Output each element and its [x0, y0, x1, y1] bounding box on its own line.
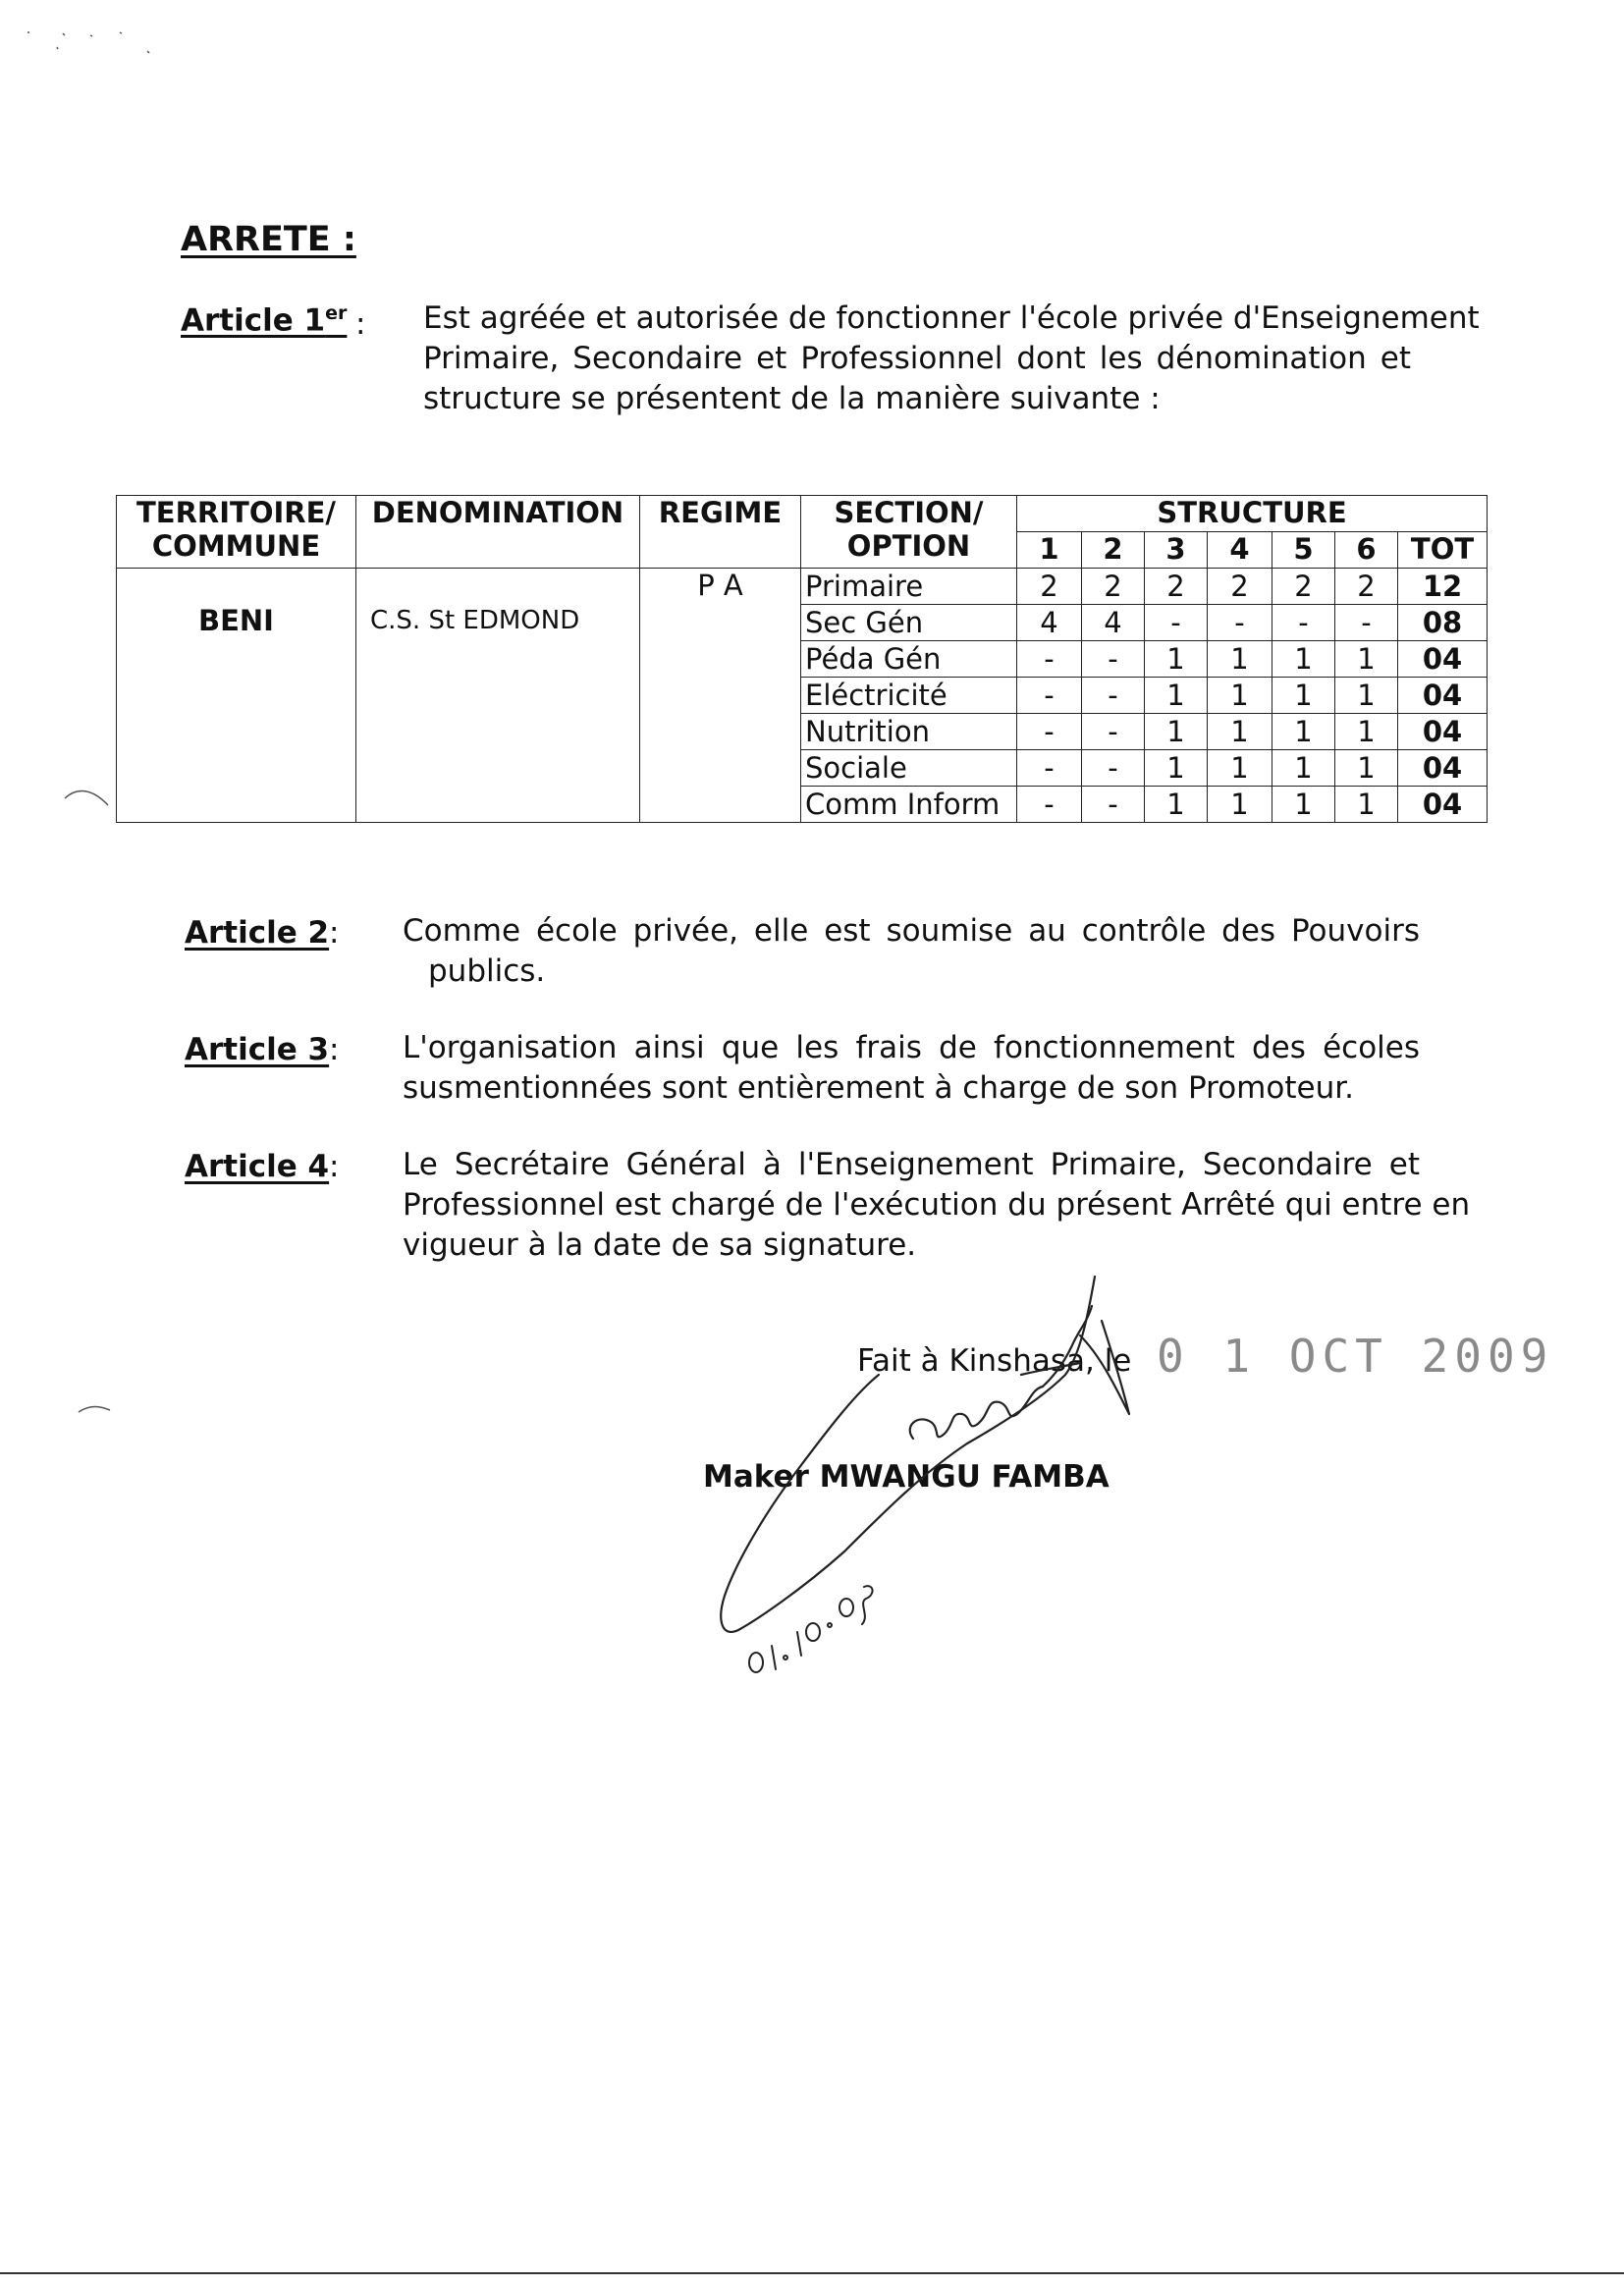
- header-year-5: 5: [1272, 532, 1335, 569]
- cell-value: 1: [1272, 787, 1335, 823]
- article-1-line-3: structure se présentent de la manière suivante :: [423, 381, 1161, 416]
- cell-value: 1: [1335, 787, 1398, 823]
- handwritten-date-icon: [749, 1586, 873, 1672]
- cell-value: 1: [1145, 750, 1208, 787]
- cell-section: Comm Inform: [801, 787, 1017, 823]
- cell-value: -: [1017, 678, 1082, 714]
- article-3-line-2: susmentionnées sont entièrement à charge de son Promoteur.: [403, 1070, 1354, 1106]
- date-stamp: 0 1 OCT 2009: [1157, 1330, 1554, 1383]
- article-4-label: Article 4: [185, 1149, 330, 1184]
- cell-value: 1: [1208, 750, 1272, 787]
- article-3-line-1: L'organisation ainsi que les frais de fonctionnement des écoles: [403, 1030, 1420, 1065]
- header-total: TOT: [1398, 532, 1488, 569]
- cell-value: -: [1017, 787, 1082, 823]
- decree-heading: ARRETE :: [181, 220, 356, 259]
- article-3-colon: :: [329, 1032, 340, 1067]
- cell-territoire: BENI: [117, 569, 356, 823]
- cell-value: -: [1335, 605, 1398, 641]
- cell-value: -: [1208, 605, 1272, 641]
- cell-denomination: C.S. St EDMOND: [356, 569, 640, 823]
- header-structure: STRUCTURE: [1017, 496, 1488, 532]
- cell-value: -: [1082, 750, 1145, 787]
- cell-value: -: [1082, 678, 1145, 714]
- cell-section: Sociale: [801, 750, 1017, 787]
- cell-value: 2: [1145, 569, 1208, 605]
- cell-value: 1: [1208, 787, 1272, 823]
- header-year-4: 4: [1208, 532, 1272, 569]
- cell-section: Primaire: [801, 569, 1017, 605]
- cell-value: 1: [1145, 787, 1208, 823]
- cell-value: 2: [1272, 569, 1335, 605]
- cell-total: 04: [1398, 714, 1488, 750]
- cell-value: 4: [1082, 605, 1145, 641]
- cell-section: Nutrition: [801, 714, 1017, 750]
- cell-value: 1: [1145, 714, 1208, 750]
- cell-value: 1: [1335, 750, 1398, 787]
- header-section: SECTION/ OPTION: [801, 496, 1017, 569]
- cell-value: -: [1017, 750, 1082, 787]
- cell-value: 1: [1272, 678, 1335, 714]
- cell-value: -: [1145, 605, 1208, 641]
- header-year-6: 6: [1335, 532, 1398, 569]
- cell-value: 1: [1272, 714, 1335, 750]
- article-2-line-2: publics.: [428, 953, 546, 989]
- cell-section: Sec Gén: [801, 605, 1017, 641]
- cell-value: 1: [1335, 641, 1398, 678]
- cell-total: 08: [1398, 605, 1488, 641]
- cell-value: 1: [1145, 678, 1208, 714]
- article-4-line-3: vigueur à la date de sa signature.: [403, 1227, 917, 1263]
- header-denomination: DENOMINATION: [356, 496, 640, 569]
- cell-section: Eléctricité: [801, 678, 1017, 714]
- article-1-label-text: Article 1: [181, 302, 326, 339]
- article-4-colon: :: [329, 1149, 340, 1184]
- cell-value: 1: [1272, 641, 1335, 678]
- cell-total: 04: [1398, 787, 1488, 823]
- article-1-colon: :: [355, 306, 366, 342]
- cell-value: 1: [1335, 678, 1398, 714]
- article-3-label: Article 3: [185, 1032, 330, 1067]
- article-2-colon: :: [329, 915, 340, 951]
- article-1-line-1: Est agréée et autorisée de fonctionner l'école privée d'Enseignement: [423, 300, 1480, 336]
- header-regime: REGIME: [640, 496, 801, 569]
- cell-value: -: [1082, 787, 1145, 823]
- cell-total: 12: [1398, 569, 1488, 605]
- article-4-line-2: Professionnel est chargé de l'exécution du présent Arrêté qui entre en: [403, 1187, 1471, 1223]
- cell-value: -: [1082, 714, 1145, 750]
- cell-total: 04: [1398, 750, 1488, 787]
- cell-value: 2: [1082, 569, 1145, 605]
- article-2-line-1: Comme école privée, elle est soumise au contrôle des Pouvoirs: [403, 913, 1420, 949]
- cell-total: 04: [1398, 641, 1488, 678]
- cell-value: -: [1272, 605, 1335, 641]
- article-2-label: Article 2: [185, 915, 330, 951]
- cell-regime: P A: [640, 569, 801, 823]
- header-year-2: 2: [1082, 532, 1145, 569]
- bottom-rule: [0, 2272, 1624, 2274]
- cell-value: 2: [1208, 569, 1272, 605]
- cell-value: 2: [1335, 569, 1398, 605]
- signatory-name: Maker MWANGU FAMBA: [703, 1459, 1110, 1495]
- article-1-superscript: er: [325, 302, 348, 324]
- cell-value: 1: [1208, 714, 1272, 750]
- article-1-line-2: Primaire, Secondaire et Professionnel dont les dénomination et: [423, 341, 1411, 376]
- header-year-3: 3: [1145, 532, 1208, 569]
- place-and-date-text: Fait à Kinshasa, le: [857, 1343, 1132, 1379]
- cell-value: 1: [1208, 641, 1272, 678]
- cell-value: 1: [1208, 678, 1272, 714]
- cell-value: -: [1082, 641, 1145, 678]
- article-4-line-1: Le Secrétaire Général à l'Enseignement Primaire, Secondaire et: [403, 1147, 1420, 1182]
- cell-total: 04: [1398, 678, 1488, 714]
- cell-section: Péda Gén: [801, 641, 1017, 678]
- cell-value: 1: [1145, 641, 1208, 678]
- cell-value: -: [1017, 641, 1082, 678]
- cell-value: -: [1017, 714, 1082, 750]
- header-territoire: TERRITOIRE/ COMMUNE: [117, 496, 356, 569]
- header-year-1: 1: [1017, 532, 1082, 569]
- cell-value: 2: [1017, 569, 1082, 605]
- cell-value: 1: [1272, 750, 1335, 787]
- cell-value: 1: [1335, 714, 1398, 750]
- cell-value: 4: [1017, 605, 1082, 641]
